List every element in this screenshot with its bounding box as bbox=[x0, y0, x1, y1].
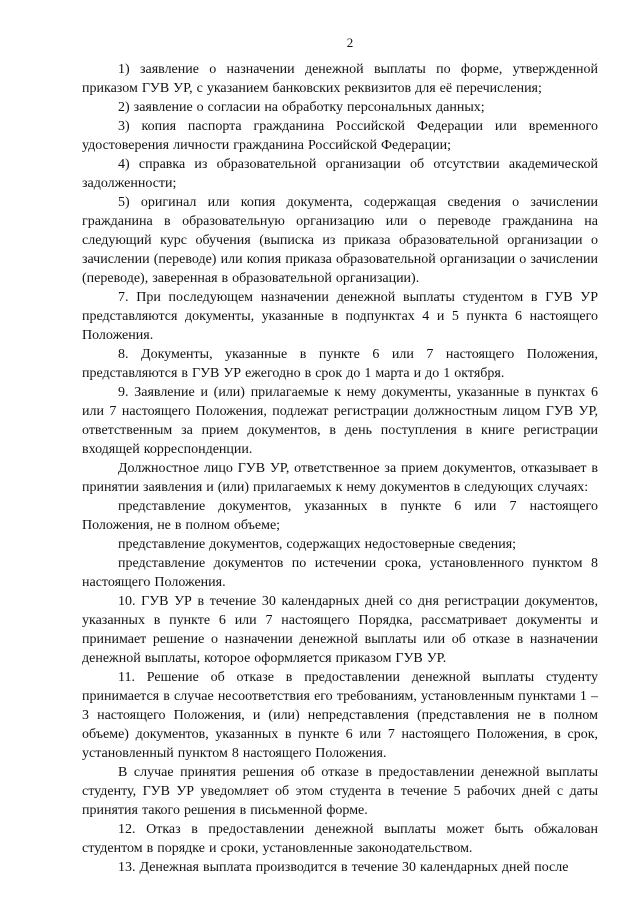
paragraph-item-5-enrollment-document: 5) оригинал или копия документа, содержащая сведения о зачислении гражданина в образовательную организацию или о переводе гражданина на следующий курс обучения (выписка из приказа образовательной организации о зачислении (переводе) или копия приказа образовательной организации о зачислении (переводе), заверенная в образовательной организации). bbox=[82, 195, 598, 286]
paragraph-clause-9: 9. Заявление и (или) прилагаемые к нему документы, указанные в пунктах 6 или 7 настоящего Положения, подлежат регистрации должностным лицом ГУВ УР, ответственным за прием документов, в день поступления в книге регистрации входящей корреспонденции. bbox=[82, 385, 598, 457]
paragraph-item-1-application: 1) заявление о назначении денежной выплаты по форме, утвержденной приказом ГУВ УР, с указанием банковских реквизитов для её перечисления; bbox=[82, 62, 598, 96]
paragraph-refusal-case-false-data: представление документов, содержащих недостоверные сведения; bbox=[118, 537, 517, 552]
paragraph-refusal-case-incomplete: представление документов, указанных в пункте 6 или 7 настоящего Положения, не в полном объеме; bbox=[82, 499, 598, 533]
paragraph-item-2-consent: 2) заявление о согласии на обработку персональных данных; bbox=[118, 100, 485, 115]
paragraph-clause-13: 13. Денежная выплата производится в течение 30 календарных дней после bbox=[118, 860, 569, 875]
paragraph-clause-7: 7. При последующем назначении денежной выплаты студентом в ГУВ УР представляются документы, указанные в подпунктах 4 и 5 пункта 6 настоящего Положения. bbox=[82, 290, 598, 343]
paragraph-item-4-certificate: 4) справка из образовательной организации об отсутствии академической задолженности; bbox=[82, 157, 598, 191]
page-number: 2 bbox=[346, 35, 354, 50]
paragraph-clause-10: 10. ГУВ УР в течение 30 календарных дней со дня регистрации документов, указанных в пункте 6 или 7 настоящего Порядка, рассматривает документы и принимает решение о назначении денежной выплаты или об отказе в назначении денежной выплаты, которое оформляется приказом ГУВ УР. bbox=[82, 594, 598, 666]
paragraph-clause-8: 8. Документы, указанные в пункте 6 или 7 настоящего Положения, представляются в ГУВ УР ежегодно в срок до 1 марта и до 1 октября. bbox=[82, 347, 598, 381]
paragraph-clause-11: 11. Решение об отказе в предоставлении денежной выплаты студенту принимается в случае несоответствия его требованиям, установленным пунктами 1 – 3 настоящего Положения, и (или) непредставления (представления не в полном объеме) документов, указанных в пункте 6 или 7 настоящего Положения, в срок, установленный пунктом 8 настоящего Положения. bbox=[82, 670, 598, 761]
paragraph-refusal-intro: Должностное лицо ГУВ УР, ответственное за прием документов, отказывает в принятии заявления и (или) прилагаемых к нему документов в следующих случаях: bbox=[82, 461, 598, 495]
paragraph-clause-12: 12. Отказ в предоставлении денежной выплаты может быть обжалован студентом в порядке и сроки, установленные законодательством. bbox=[82, 822, 598, 856]
paragraph-refusal-case-late: представление документов по истечении срока, установленного пунктом 8 настоящего Положения. bbox=[82, 556, 598, 590]
paragraph-refusal-notification: В случае принятия решения об отказе в предоставлении денежной выплаты студенту, ГУВ УР уведомляет об этом студента в течение 5 рабочих дней с даты принятия такого решения в письменной форме. bbox=[82, 765, 598, 818]
paragraph-item-3-passport: 3) копия паспорта гражданина Российской Федерации или временного удостоверения личности гражданина Российской Федерации; bbox=[82, 119, 598, 153]
